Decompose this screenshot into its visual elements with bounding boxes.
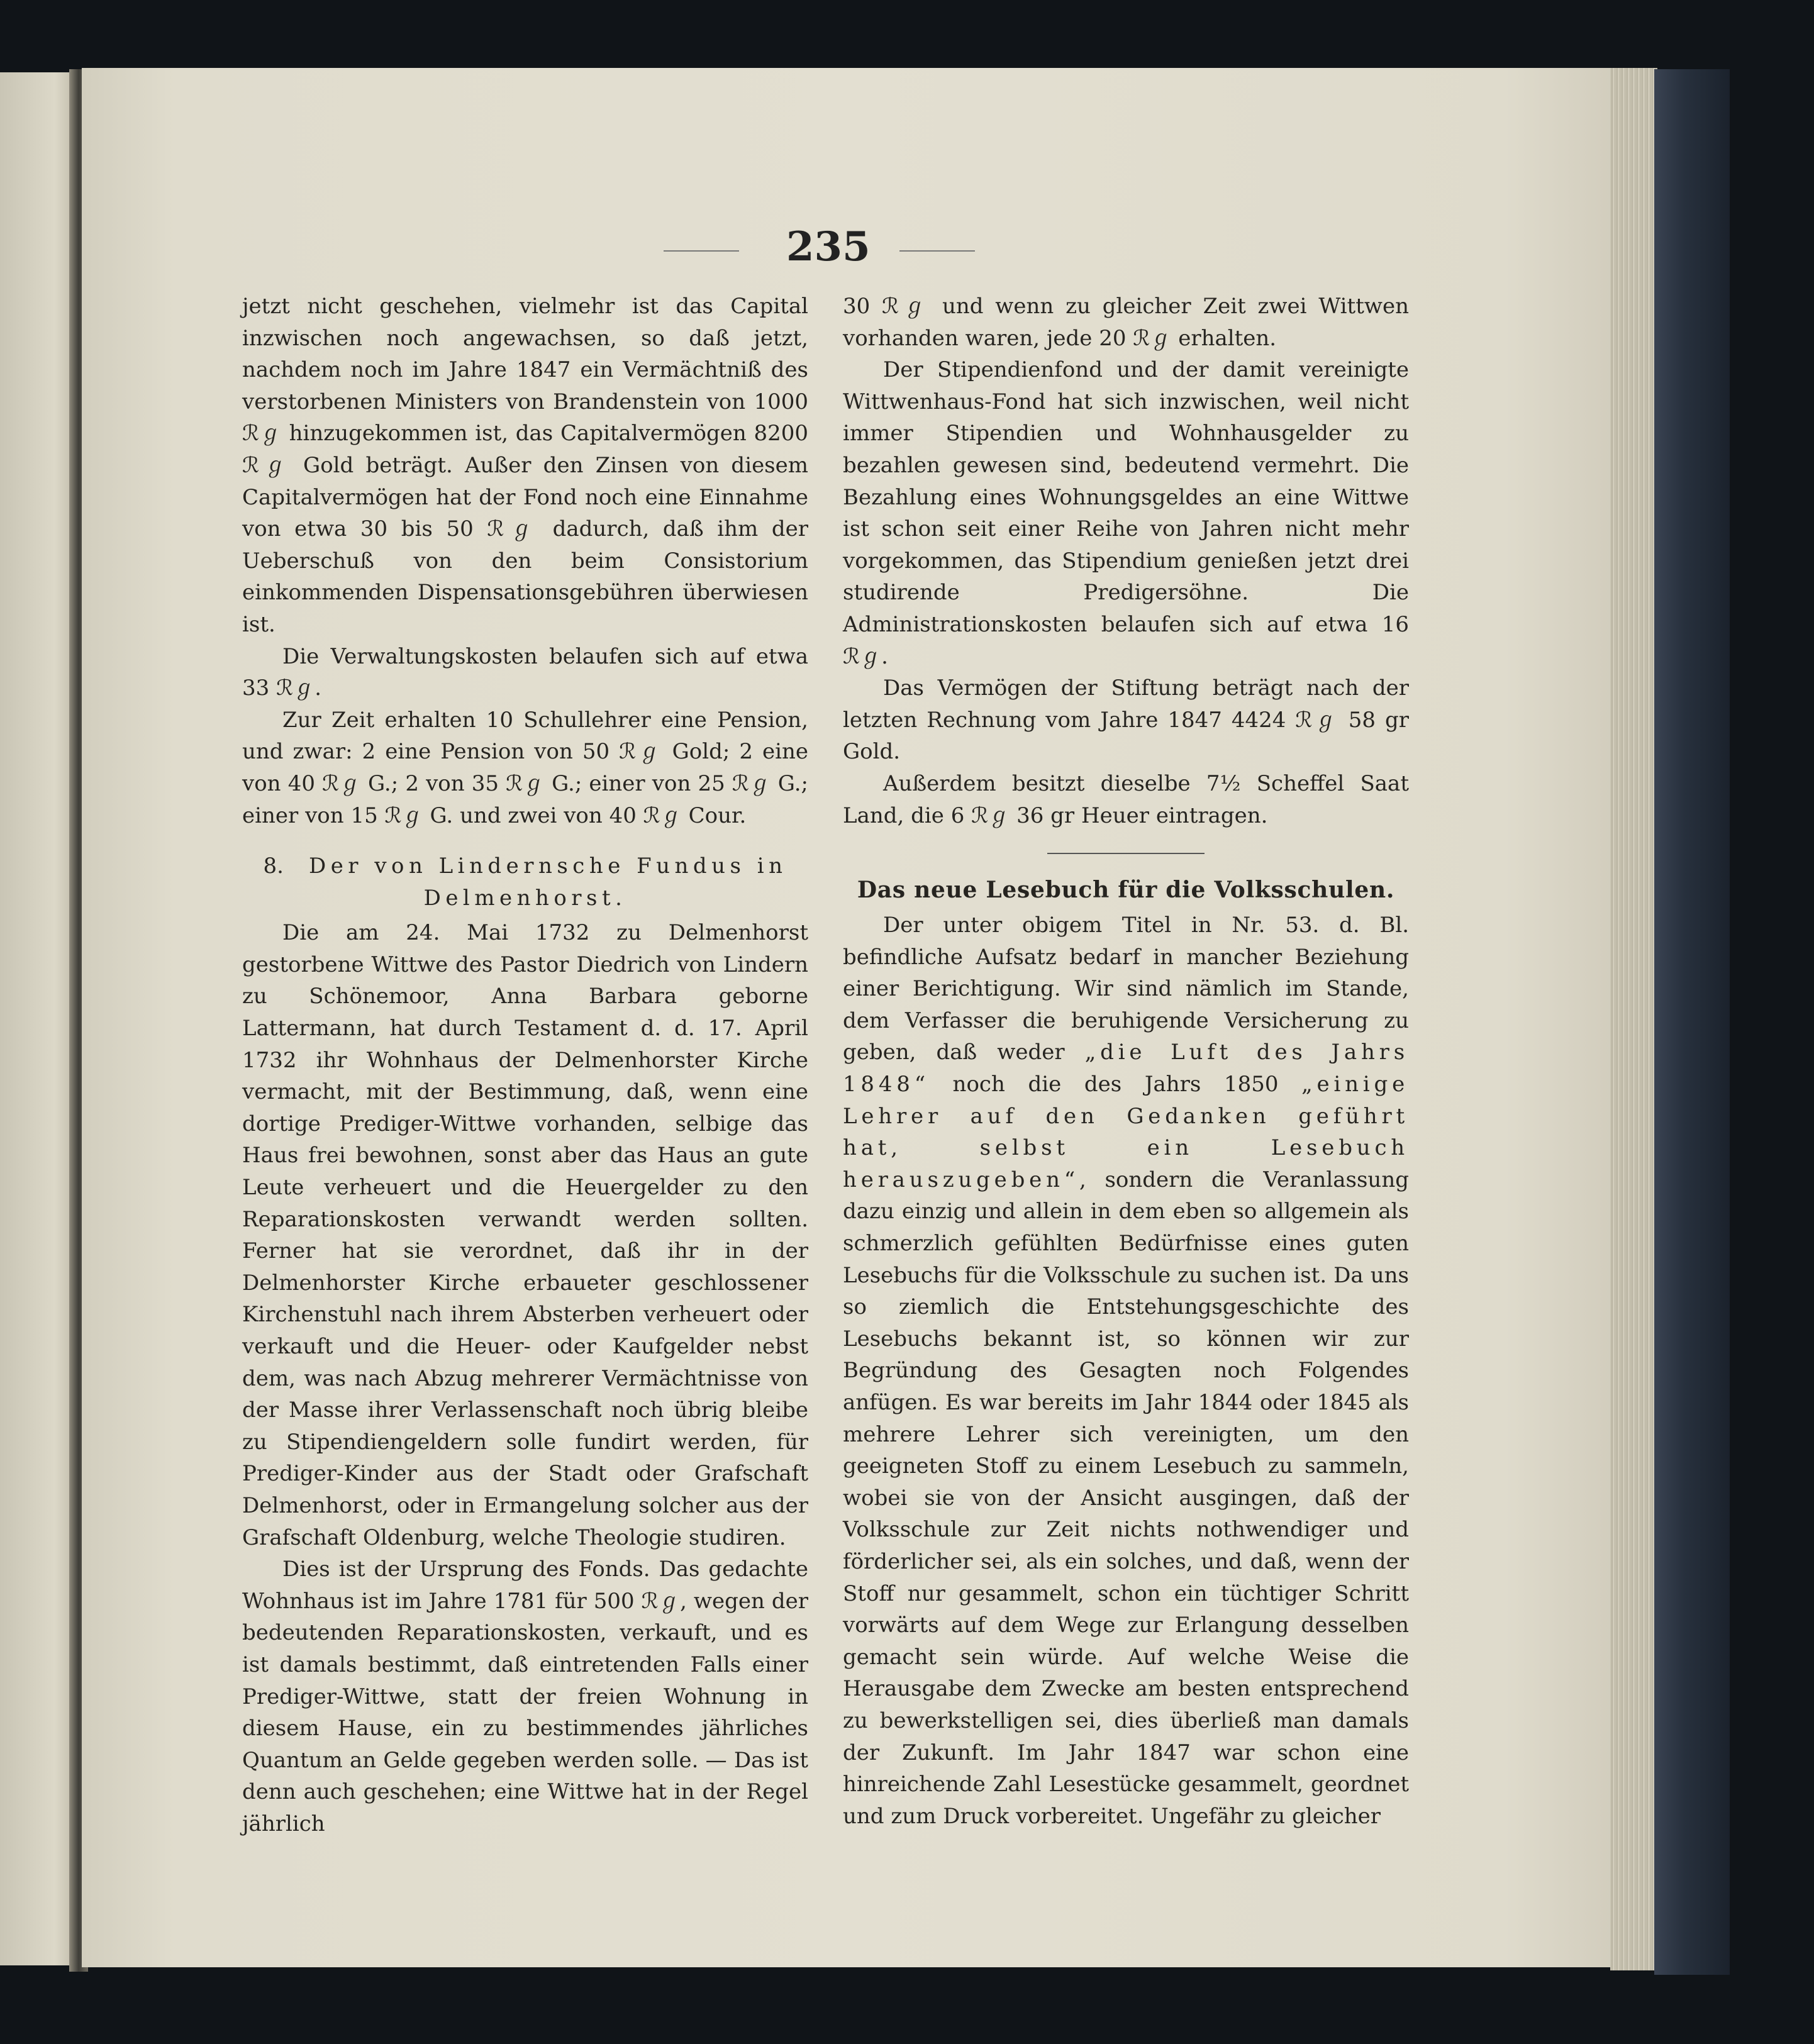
book-cover-edge bbox=[1654, 69, 1730, 1975]
right-column bbox=[843, 291, 1409, 1829]
paragraph: Die Verwaltungskosten belaufen sich auf etwa 33 ℛℊ. bbox=[242, 643, 808, 701]
text-run: noch die des Jahrs 1850 bbox=[929, 1072, 1302, 1097]
paragraph: jetzt nicht geschehen, vielmehr ist das Capital inzwischen noch angewachsen, so daß jetzt, nachdem noch im Jahre 1847 ein Vermächtniß des verstorbenen Ministers von Brandenstein von 1000 ℛℊ hinzugekommen ist, das Capitalvermögen 8200 ℛℊ Gold beträgt. Außer den Zinsen von diesem Capitalvermögen hat der Fond noch eine Einnahme von etwa 30 bis 50 ℛℊ dadurch, daß ihm der Ueberschuß von den beim Consistorium einkommenden Dispensationsgebühren überwiesen ist. bbox=[242, 294, 808, 637]
paragraph: Die am 24. Mai 1732 zu Delmenhorst gestorbene Wittwe des Pastor Diedrich von Lindern zu Schönemoor, Anna Barbara geborne Lattermann, hat durch Testament d. d. 17. April 1732 ihr Wohnhaus der Delmenhorster Kirche vermacht, mit der Bestimmung, daß, wenn eine dortige Prediger-Wittwe vorhanden, selbige das Haus frei bewohnen, sonst aber das Haus an gute Leute verheuert und die Heuergelder zu den Reparationskosten verwandt werden sollten. Ferner hat sie verordnet, daß ihr in der Delmenhorster Kirche erbaueter geschlossener Kirchenstuhl nach ihrem Absterben verheuert oder verkauft und die Heuer- oder Kaufgelder nebst dem, was nach Abzug mehrerer Vermächtnisse von der Masse ihrer Verlassenschaft noch übrig bleibe zu Stipendiengeldern solle fundirt werden, für Prediger-Kinder aus der Stadt oder Grafschaft Delmenhorst, oder in Ermangelung solcher aus der Grafschaft Oldenburg, welche Theologie studiren. bbox=[242, 920, 808, 1550]
paragraph: Der Stipendienfond und der damit vereinigte Wittwenhaus-Fond hat sich inzwischen, weil nicht immer Stipendien und Wohnhausgelder zu bezahlen gewesen sind, bedeutend vermehrt. Die Bezahlung eines Wohnungsgeldes an eine Wittwe ist schon seit einer Reihe von Jahren nicht mehr vorgekommen, das Stipendium genießen jetzt drei studirende Predigersöhne. Die Administrationskosten belaufen sich auf etwa 16 ℛℊ. bbox=[843, 357, 1409, 669]
spaced-quote: „die Luft des Jahrs 1848“ bbox=[843, 1040, 1409, 1097]
left-column bbox=[242, 291, 808, 1836]
spaced-quote: „einige Lehrer auf den Gedanken geführt hat, selbst ein Lesebuch herauszugeben“ bbox=[843, 1072, 1409, 1192]
text-run: Der unter obigem Titel in Nr. 53. d. Bl. befindliche Aufsatz bedarf in mancher Beziehung einer Berichtigung. Wir sind nämlich im Stande, dem Verfasser die beruhigende Versicherung zu geben, daß weder bbox=[843, 913, 1409, 1065]
paragraph bbox=[843, 909, 1409, 1832]
page-number: 235 bbox=[786, 223, 871, 270]
article-title: Das neue Lesebuch für die Volksschulen. bbox=[857, 877, 1395, 904]
section-number: 8. bbox=[263, 853, 284, 879]
paragraph: Außerdem besitzt dieselbe 7½ Scheffel Saat Land, die 6 ℛℊ 36 gr Heuer eintragen. bbox=[843, 770, 1409, 828]
paragraph: Zur Zeit erhalten 10 Schullehrer eine Pension, und zwar: 2 eine Pension von 50 ℛℊ Gold; 2 eine von 40 ℛℊ G.; 2 von 35 ℛℊ G.; einer von 25 ℛℊ G.; einer von 15 ℛℊ G. und zwei von 40 ℛℊ Cour. bbox=[242, 707, 808, 828]
paragraph: 30 ℛℊ und wenn zu gleicher Zeit zwei Wittwen vorhanden waren, jede 20 ℛℊ erhalten. bbox=[843, 294, 1409, 351]
text-run: , sondern die Veranlassung dazu einzig und allein in dem eben so allgemein als schmerzlich gefühlten Bedürfnisse eines guten Lesebuchs für die Volksschule zu suchen ist. Da uns so ziemlich die Entstehungsgeschichte des Lesebuchs bekannt ist, so können wir zur Begründung des Gesagten noch Folgendes anfügen. Es war bereits im Jahr 1844 oder 1845 als mehrere Lehrer sich vereinigten, um den geeigneten Stoff zu einem Lesebuch zu sammeln, wobei sie von der Ansicht ausgingen, daß der Volksschule zur Zeit nichts nothwendiger und förderlicher sei, als ein solches, und daß, wenn der Stoff nur gesammelt, schon ein tüchtiger Schritt vorwärts auf dem Wege zur Erlangung desselben gemacht sein würde. Auf welche Weise die Herausgabe dem Zwecke am besten entsprechend zu bewerkstelligen sei, dies überließ man damals der Zukunft. Im Jahr 1847 war schon eine hinreichende Zahl Lesestücke gesammelt, geordnet und zum Druck vorbereitet. Ungefähr zu gleicher bbox=[843, 1167, 1409, 1829]
page-stack-edges bbox=[1610, 68, 1657, 1970]
section-heading bbox=[242, 850, 808, 914]
facing-page-edge bbox=[0, 72, 79, 1965]
paragraph: Dies ist der Ursprung des Fonds. Das gedachte Wohnhaus ist im Jahre 1781 für 500 ℛℊ, wegen der bedeutenden Reparationskosten, verkauft, und es ist damals bestimmt, daß eintretenden Falls einer Prediger-Wittwe, statt der freien Wohnung in diesem Hause, ein zu bestimmendes jährliches Quantum an Gelde gegeben werden solle. — Das ist denn auch geschehen; eine Wittwe hat in der Regel jährlich bbox=[242, 1557, 808, 1836]
header-rule-left bbox=[664, 250, 739, 252]
header-rule-right bbox=[899, 250, 975, 252]
paragraph: Das Vermögen der Stiftung beträgt nach der letzten Rechnung vom Jahre 1847 4424 ℛℊ 58 gr Gold. bbox=[843, 675, 1409, 765]
section-divider bbox=[1047, 853, 1205, 854]
section-title: Der von Lindernsche Fundus in Delmenhorst. bbox=[308, 853, 787, 911]
